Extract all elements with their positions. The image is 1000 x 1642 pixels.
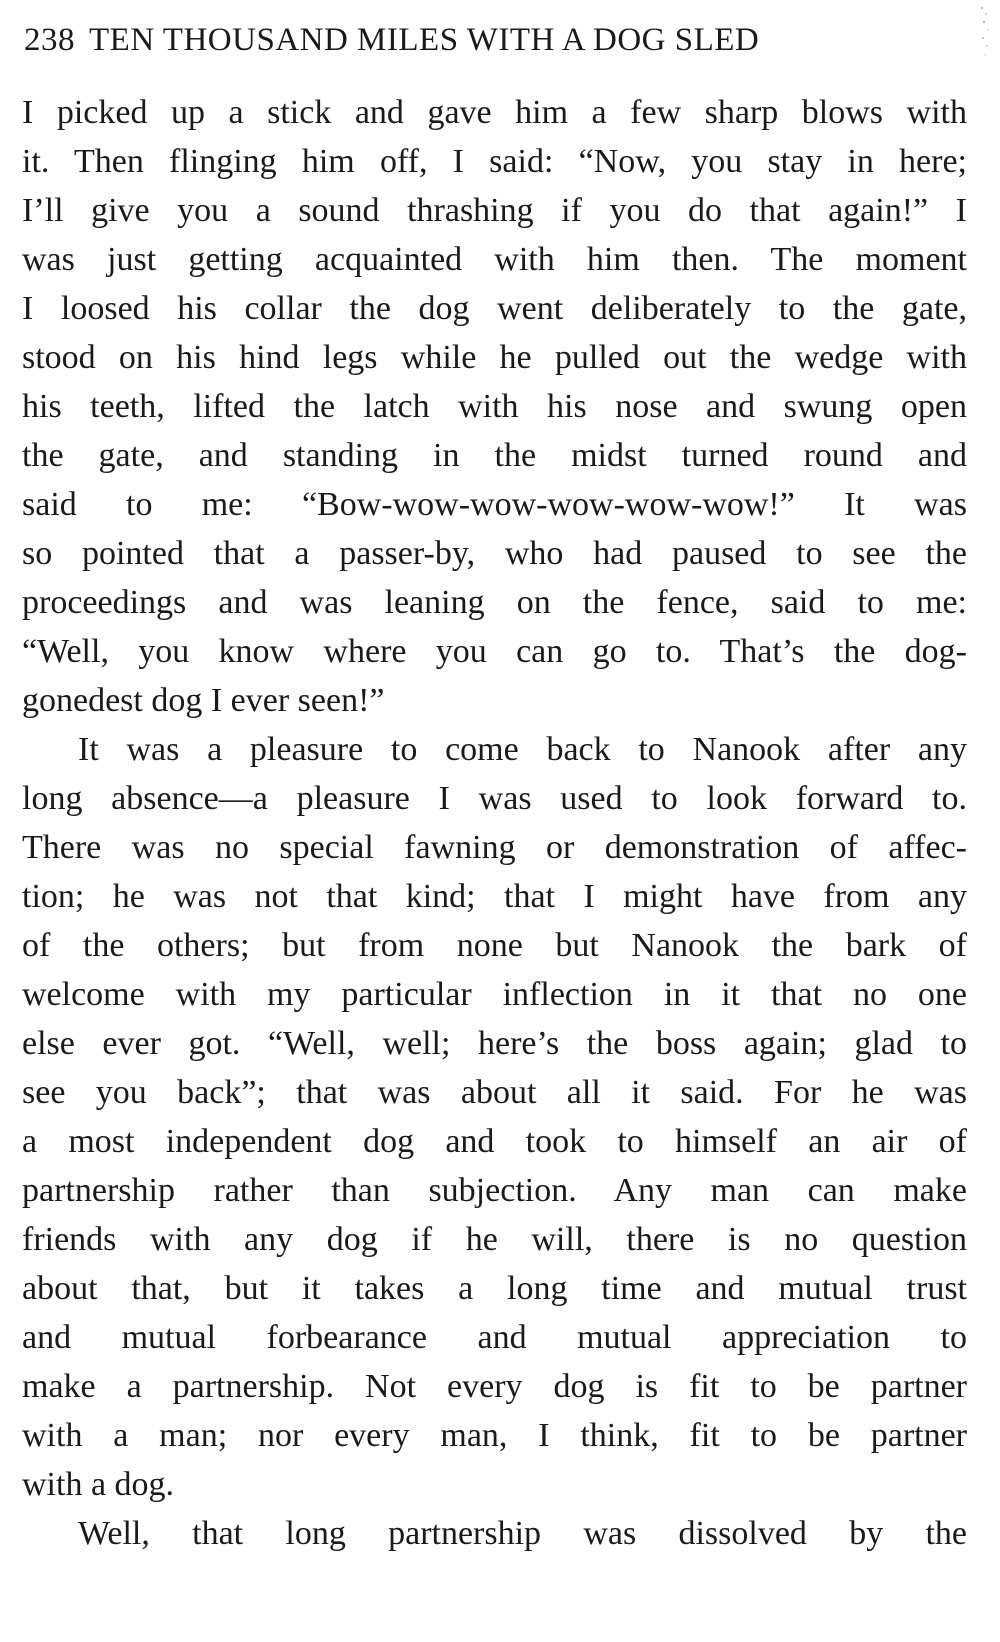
text-line: make a partnership. Not every dog is fit to be partner [22,1368,967,1405]
text-line: I loosed his collar the dog went deliberately to the gate, [22,290,967,327]
text-line: about that, but it takes a long time and mutual trust [22,1270,967,1307]
text-line: said to me: “Bow-wow-wow-wow-wow-wow!” It was [22,486,967,523]
paragraph-end-line: with a dog. [22,1466,175,1503]
paragraph-start-line: Well, that long partnership was dissolved by the [78,1515,967,1552]
text-line: long absence—a pleasure I was used to look forward to. [22,780,967,817]
text-line: of the others; but from none but Nanook the bark of [22,927,967,964]
text-line: proceedings and was leaning on the fence, said to me: [22,584,967,621]
text-line: stood on his hind legs while he pulled out the wedge with [22,339,967,376]
text-line: partnership rather than subjection. Any man can make [22,1172,967,1209]
text-line: with a man; nor every man, I think, fit to be partner [22,1417,967,1454]
text-line: his teeth, lifted the latch with his nose and swung open [22,388,967,425]
scan-speckle-mark [978,0,992,70]
book-title: TEN THOUSAND MILES WITH A DOG SLED [89,22,760,58]
text-line: so pointed that a passer-by, who had paused to see the [22,535,967,572]
body-text [22,88,967,1558]
running-head [24,18,964,62]
text-line: welcome with my particular inflection in it that no one [22,976,967,1013]
text-line: see you back”; that was about all it said. For he was [22,1074,967,1111]
text-line: tion; he was not that kind; that I might have from any [22,878,967,915]
text-line: was just getting acquainted with him then. The moment [22,241,967,278]
text-line: else ever got. “Well, well; here’s the boss again; glad to [22,1025,967,1062]
text-line: a most independent dog and took to himself an air of [22,1123,967,1160]
text-line: friends with any dog if he will, there is no question [22,1221,967,1258]
text-line: I’ll give you a sound thrashing if you do that again!” I [22,192,967,229]
text-line: There was no special fawning or demonstration of affec- [22,829,967,866]
text-line: “Well, you know where you can go to. That’s the dog- [22,633,967,670]
paragraph-start-line: It was a pleasure to come back to Nanook after any [78,731,967,768]
text-line: and mutual forbearance and mutual appreciation to [22,1319,967,1356]
text-line: I picked up a stick and gave him a few sharp blows with [22,94,967,131]
page-number: 238 [24,22,75,58]
paragraph-end-line: gonedest dog I ever seen!” [22,682,385,719]
text-line: it. Then flinging him off, I said: “Now, you stay in here; [22,143,967,180]
text-line: the gate, and standing in the midst turned round and [22,437,967,474]
